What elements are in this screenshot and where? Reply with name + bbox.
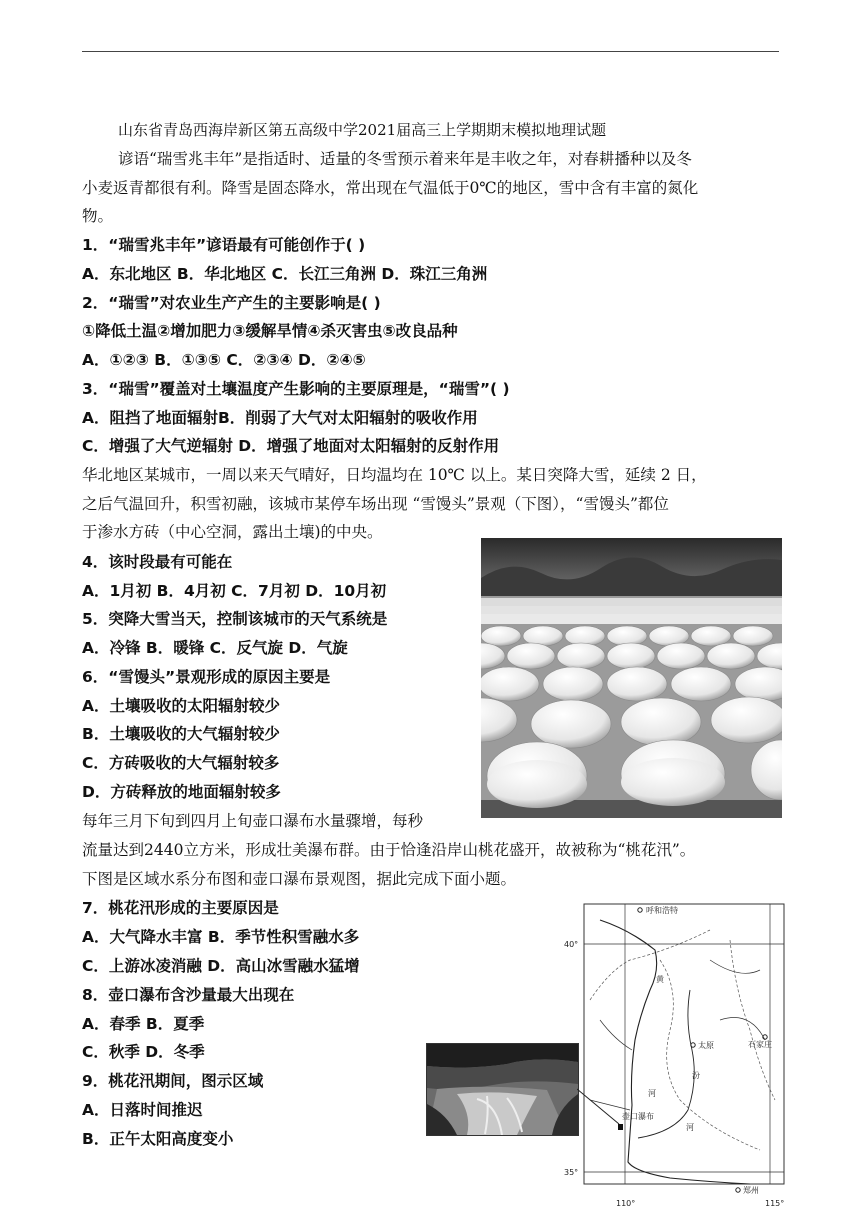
map-label-huhehaote: 呼和浩特	[646, 906, 678, 915]
intro-line-1: 谚语“瑞雪兆丰年”是指适时、适量的冬雪预示着来年是丰收之年，对春耕播种以及冬	[118, 150, 692, 168]
q2-items: ①降低土温②增加肥力③缓解旱情④杀灭害虫⑤改良品种	[82, 322, 458, 340]
hukou-waterfall-photo	[426, 1043, 579, 1136]
yellow-river-region-map	[560, 900, 800, 1210]
map-lon-115: 115°	[765, 1199, 785, 1208]
map-label-taiyuan: 太原	[698, 1041, 714, 1050]
passage3-line-1: 每年三月下旬到四月上旬壶口瀑布水量骤增，每秒	[82, 812, 424, 830]
q5-options: A．冷锋 B．暖锋 C．反气旋 D．气旋	[82, 639, 348, 657]
map-label-river-he: 河	[648, 1089, 656, 1098]
q4-stem: 4．该时段最有可能在	[82, 553, 233, 571]
passage2-line-3: 于渗水方砖（中心空洞，露出土壤)的中央。	[82, 523, 383, 541]
q9-stem: 9．桃花汛期间，图示区域	[82, 1072, 264, 1090]
q2-options: A．①②③ B．①③⑤ C．②③④ D．②④⑤	[82, 351, 366, 369]
q8-stem: 8．壶口瀑布含沙量最大出现在	[82, 986, 295, 1004]
passage2-line-2: 之后气温回升，积雪初融，该城市某停车场出现 “雪馒头”景观（下图），“雪馒头”都位	[82, 495, 669, 513]
q8-options-cd: C．秋季 D．冬季	[82, 1043, 205, 1061]
map-label-shijiazhuang: 石家庄	[748, 1040, 772, 1049]
map-label-hukou-falls: 壶口瀑布	[622, 1112, 654, 1121]
q6-option-c: C．方砖吸收的大气辐射较多	[82, 754, 280, 772]
q8-options-ab: A．春季 B．夏季	[82, 1015, 205, 1033]
passage3-line-2: 流量达到2440立方米，形成壮美瀑布群。由于恰逢沿岸山桃花盛开，故被称为“桃花汛”。	[82, 841, 696, 859]
q7-options-ab: A．大气降水丰富 B．季节性积雪融水多	[82, 928, 360, 946]
intro-line-2: 小麦返青都很有利。降雪是固态降水，常出现在气温低于0℃的地区，雪中含有丰富的氮化	[82, 179, 699, 197]
q9-option-b: B．正午太阳高度变小	[82, 1130, 234, 1148]
q3-options-cd: C．增强了大气逆辐射 D．增强了地面对太阳辐射的反射作用	[82, 437, 500, 455]
passage2-line-1: 华北地区某城市，一周以来天气晴好，日均温均在 10℃ 以上。某日突降大雪，延续 2 日，	[82, 466, 707, 484]
photo-leader-line	[577, 1080, 627, 1130]
q9-option-a: A．日落时间推迟	[82, 1101, 203, 1119]
q7-stem: 7．桃花汛形成的主要原因是	[82, 899, 279, 917]
map-lat-35: 35°	[564, 1168, 579, 1177]
q5-stem: 5．突降大雪当天，控制该城市的天气系统是	[82, 610, 388, 628]
map-lat-40: 40°	[564, 940, 579, 949]
page-title: 山东省青岛西海岸新区第五高级中学2021届高三上学期期末模拟地理试题	[118, 121, 607, 139]
q6-option-d: D．方砖释放的地面辐射较多	[82, 783, 281, 801]
q3-options-ab: A．阻挡了地面辐射B．削弱了大气对太阳辐射的吸收作用	[82, 409, 478, 427]
map-label-zhengzhou: 郑州	[743, 1186, 759, 1195]
q3-stem: 3．“瑞雪”覆盖对土壤温度产生影响的主要原理是，“瑞雪”( )	[82, 380, 510, 398]
intro-line-3: 物。	[82, 207, 114, 225]
header-rule	[82, 51, 779, 52]
map-label-river-huang: 黄	[656, 975, 664, 984]
q6-option-a: A．土壤吸收的太阳辐射较少	[82, 697, 280, 715]
snow-mound-photo	[481, 538, 782, 818]
q6-option-b: B．土壤吸收的大气辐射较少	[82, 725, 280, 743]
map-label-river-fen: 汾	[692, 1071, 700, 1080]
q1-options: A．东北地区 B．华北地区 C．长江三角洲 D．珠江三角洲	[82, 265, 488, 283]
q2-stem: 2．“瑞雪”对农业生产产生的主要影响是( )	[82, 294, 381, 312]
q1-stem: 1．“瑞雪兆丰年”谚语最有可能创作于( )	[82, 236, 366, 254]
q4-options: A．1月初 B．4月初 C．7月初 D．10月初	[82, 582, 387, 600]
q6-stem: 6．“雪馒头”景观形成的原因主要是	[82, 668, 331, 686]
map-lon-110: 110°	[616, 1199, 636, 1208]
map-label-river-he-2: 河	[686, 1123, 694, 1132]
q7-options-cd: C．上游冰凌消融 D．高山冰雪融水猛增	[82, 957, 360, 975]
passage3-line-3: 下图是区域水系分布图和壶口瀑布景观图，据此完成下面小题。	[82, 870, 517, 888]
